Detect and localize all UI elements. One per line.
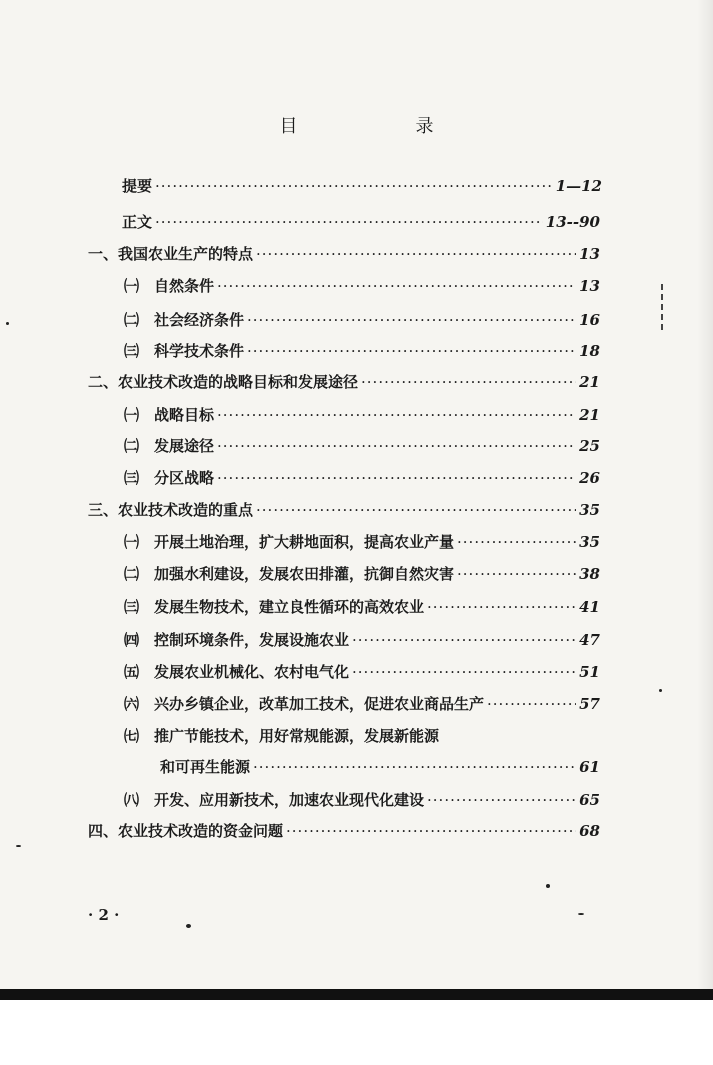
toc-page-number: 51 [579,663,600,681]
toc-section-3-3 [124,596,600,620]
toc-page-number: 35 [579,501,600,519]
toc-section-3-1 [124,531,600,555]
page-edge-shadow [697,0,713,1000]
scan-speck [6,322,9,325]
toc-leader-dots [361,373,576,391]
toc-leader-dots [256,501,576,519]
toc-chapter-1 [88,243,600,267]
toc-page-number: 21 [579,406,600,424]
toc-leader-dots [217,406,576,424]
toc-page-number: 41 [579,598,600,616]
toc-page-number: 26 [579,469,600,487]
toc-leader-dots [457,533,576,551]
toc-section-3-6 [124,693,600,717]
toc-page-number: 61 [579,758,600,776]
toc-page-number: 35 [579,533,600,551]
toc-label: ㈠ 战略目标 [124,406,215,424]
toc-label: 二、农业技术改造的战略目标和发展途径 [88,373,359,391]
toc-page-number: 13 [579,245,600,263]
toc-label: ㈧ 开发、应用新技术，加速农业现代化建设 [124,791,425,809]
toc-leader-dots [253,758,576,776]
toc-chapter-4 [88,820,600,844]
toc-leader-dots [352,631,576,649]
toc-section-1-2 [124,309,600,333]
toc-label: 四、农业技术改造的资金问题 [88,822,284,840]
toc-label: ㈤ 发展农业机械化、农村电气化 [124,663,350,681]
toc-section-3-8 [124,789,600,813]
toc-section-2-1 [124,404,600,428]
page-number-footer: · 2 · [88,906,120,924]
toc-section-1-3 [124,340,600,364]
toc-label: ㈣ 控制环境条件，发展设施农业 [124,631,350,649]
toc-label: ㈠ 自然条件 [124,277,215,295]
toc-section-3-4 [124,629,600,653]
toc-label: 和可再生能源 [160,758,251,776]
toc-label: ㈠ 开展土地治理，扩大耕地面积，提高农业产量 [124,533,455,551]
toc-page-number: 57 [579,695,600,713]
toc-leader-dots [217,437,576,455]
toc-label: 三、农业技术改造的重点 [88,501,254,519]
scan-border-bar [0,989,713,1000]
toc-leader-dots [155,177,553,195]
scan-speck [16,845,21,847]
toc-leader-dots [457,565,576,583]
margin-mark [661,284,665,330]
toc-label: ㈢ 发展生物技术，建立良性循环的高效农业 [124,598,425,616]
toc-label: ㈢ 分区战略 [124,469,215,487]
toc-leader-dots [247,311,576,329]
toc-leader-dots [217,469,576,487]
toc-label: ㈡ 加强水利建设，发展农田排灌，抗御自然灾害 [124,565,455,583]
toc-chapter-2 [88,371,600,395]
toc-label: ㈡ 社会经济条件 [124,311,245,329]
toc-page-number: 68 [579,822,600,840]
toc-page-number: 18 [579,342,600,360]
toc-page-number: 13--90 [545,213,600,231]
toc-leader-dots [247,342,576,360]
toc-section-3-7: ㈦ 推广节能技术，用好常规能源，发展新能源 [124,727,440,745]
toc-label: ㈢ 科学技术条件 [124,342,245,360]
toc-page-number: 47 [579,631,600,649]
scan-speck [659,689,662,692]
toc-section-3-2 [124,563,600,587]
toc-leader-dots [352,663,576,681]
scan-speck [578,913,584,915]
toc-page-number: 65 [579,791,600,809]
toc-page-number: 25 [579,437,600,455]
toc-chapter-3 [88,499,600,523]
toc-label: ㈡ 发展途径 [124,437,215,455]
toc-entry-abstract [122,175,602,199]
toc-section-3-5 [124,661,600,685]
toc-label: 一、我国农业生产的特点 [88,245,254,263]
scan-speck [546,884,550,888]
toc-leader-dots [427,791,576,809]
toc-section-1-1 [124,275,600,299]
toc-leader-dots [256,245,576,263]
toc-label: ㈥ 兴办乡镇企业，改革加工技术，促进农业商品生产 [124,695,485,713]
toc-leader-dots [286,822,576,840]
toc-leader-dots [487,695,576,713]
toc-label: 提要 [122,177,153,195]
toc-leader-dots [217,277,576,295]
toc-page-number: 38 [579,565,600,583]
toc-section-3-7-continued [160,756,600,780]
toc-page-number: 13 [579,277,600,295]
toc-page-number: 1—12 [555,177,602,195]
toc-label: 正文 [122,213,153,231]
toc-section-2-3 [124,467,600,491]
page-title: 目 录 [279,116,484,137]
toc-page-number: 21 [579,373,600,391]
toc-section-2-2 [124,435,600,459]
scan-speck [186,924,191,928]
toc-entry-main-text [122,211,600,235]
toc-leader-dots [155,213,543,231]
toc-leader-dots [427,598,576,616]
toc-page-number: 16 [579,311,600,329]
